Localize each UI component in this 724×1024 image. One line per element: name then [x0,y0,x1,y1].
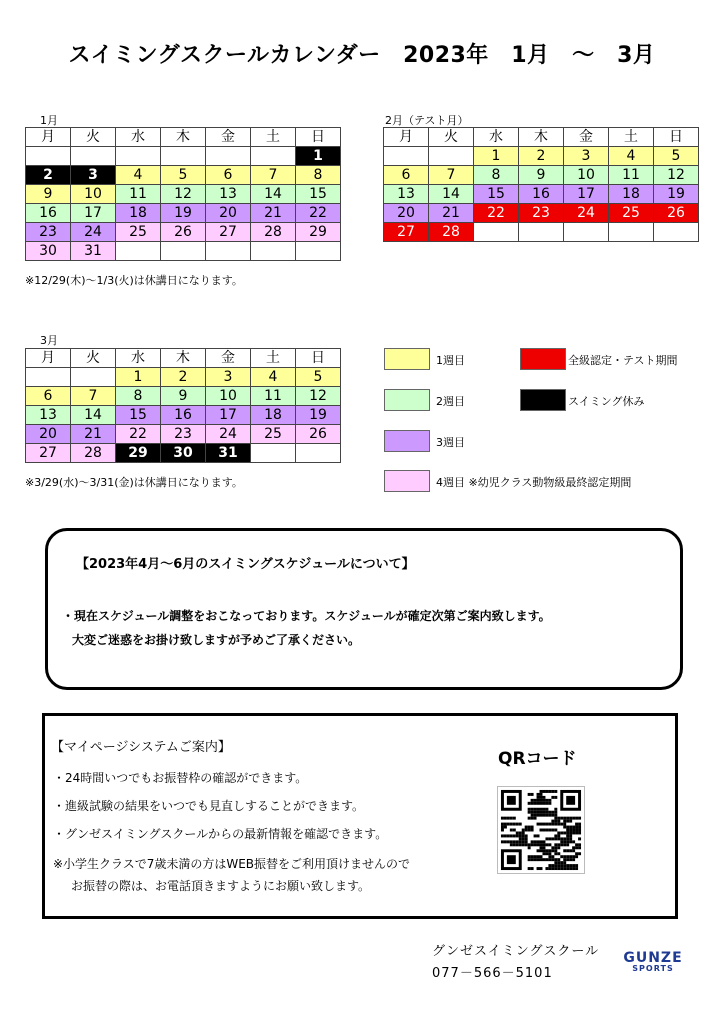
day-cell: 30 [26,242,71,261]
day-cell: 3 [564,147,609,166]
empty-cell [116,147,161,166]
week-row [384,166,699,185]
day-cell: 31 [206,444,251,463]
empty-cell [251,444,296,463]
week-row [26,147,341,166]
qr-code-graphic [498,787,584,873]
mar-note: ※3/29(水)～3/31(金)は休講日になります。 [25,476,243,489]
weekday-header: 月 [26,349,71,368]
day-cell: 28 [71,444,116,463]
day-cell: 10 [564,166,609,185]
weekday-header: 日 [296,128,341,147]
day-cell: 17 [206,406,251,425]
day-cell: 23 [26,223,71,242]
day-cell: 23 [519,204,564,223]
weekday-header: 土 [251,349,296,368]
weekday-header-row [26,128,341,147]
day-cell: 6 [384,166,429,185]
weekday-header: 日 [296,349,341,368]
schedule-line1: ・現在スケジュール調整をおこなっております。スケジュールが確定次第ご案内致します。 [62,609,551,623]
day-cell: 27 [206,223,251,242]
day-cell: 10 [206,387,251,406]
day-cell: 17 [564,185,609,204]
day-cell: 27 [26,444,71,463]
empty-cell [564,223,609,242]
day-cell: 9 [161,387,206,406]
week-row [384,223,699,242]
page-title: スイミングスクールカレンダー 2023年 1月 ～ 3月 [68,43,656,68]
day-cell: 4 [251,368,296,387]
legend-swatch-week3 [384,430,430,452]
empty-cell [26,147,71,166]
mypage-heading: 【マイページシステムご案内】 [51,740,231,755]
day-cell: 7 [429,166,474,185]
weekday-header: 木 [161,128,206,147]
calendar-march [25,348,341,463]
day-cell: 5 [654,147,699,166]
week-row [384,185,699,204]
legend-swatch-week1 [384,348,430,370]
empty-cell [654,223,699,242]
day-cell: 29 [116,444,161,463]
day-cell: 7 [251,166,296,185]
week-row [26,242,341,261]
weekday-header-row [26,349,341,368]
empty-cell [609,223,654,242]
day-cell: 19 [654,185,699,204]
mypage-item-3: ・グンゼスイミングスクールからの最新情報を確認できます。 [53,827,388,841]
day-cell: 1 [116,368,161,387]
day-cell: 21 [71,425,116,444]
day-cell: 12 [654,166,699,185]
day-cell: 1 [296,147,341,166]
day-cell: 14 [71,406,116,425]
weekday-header: 火 [429,128,474,147]
phone-number: 077－566－5101 [432,966,553,981]
day-cell: 11 [609,166,654,185]
day-cell: 19 [161,204,206,223]
empty-cell [26,368,71,387]
mypage-item-1: ・24時間いつでもお振替枠の確認ができます。 [53,771,308,785]
schedule-heading: 【2023年4月～6月のスイミングスケジュールについて】 [76,557,415,572]
day-cell: 3 [71,166,116,185]
day-cell: 4 [609,147,654,166]
day-cell: 11 [116,185,161,204]
day-cell: 8 [296,166,341,185]
weekday-header: 水 [116,349,161,368]
day-cell: 29 [296,223,341,242]
week-row [26,204,341,223]
day-cell: 26 [161,223,206,242]
day-cell: 24 [206,425,251,444]
day-cell: 9 [519,166,564,185]
week-row [26,444,341,463]
week-row [26,223,341,242]
day-cell: 15 [116,406,161,425]
calendar-february [383,127,699,242]
feb-label: 2月（テスト月） [385,114,469,127]
week-row [384,147,699,166]
legend-swatch-week2 [384,389,430,411]
day-cell: 5 [161,166,206,185]
day-cell: 22 [116,425,161,444]
empty-cell [251,147,296,166]
day-cell: 30 [161,444,206,463]
empty-cell [116,242,161,261]
day-cell: 13 [206,185,251,204]
empty-cell [251,242,296,261]
day-cell: 24 [564,204,609,223]
qr-title: QRコード [498,749,577,769]
legend-swatch-off [520,389,566,411]
day-cell: 4 [116,166,161,185]
legend-label-week1: 1週目 [436,354,465,367]
day-cell: 9 [26,185,71,204]
day-cell: 26 [654,204,699,223]
day-cell: 31 [71,242,116,261]
mypage-note-2: お振替の際は、お電話頂きますようにお願い致します。 [71,879,371,893]
empty-cell [161,147,206,166]
empty-cell [71,368,116,387]
day-cell: 13 [384,185,429,204]
empty-cell [384,147,429,166]
weekday-header: 水 [116,128,161,147]
jan-note: ※12/29(木)～1/3(火)は休講日になります。 [25,274,243,287]
school-name: グンゼスイミングスクール [432,944,600,959]
jan-label: 1月 [40,114,58,127]
empty-cell [296,242,341,261]
logo-main-text: GUNZE [623,950,683,966]
weekday-header: 金 [564,128,609,147]
day-cell: 14 [429,185,474,204]
day-cell: 18 [116,204,161,223]
legend-label-off: スイミング休み [568,395,645,408]
day-cell: 23 [161,425,206,444]
day-cell: 3 [206,368,251,387]
weekday-header: 火 [71,128,116,147]
day-cell: 25 [251,425,296,444]
schedule-line2: 大変ご迷惑をお掛け致しますが予めご了承ください。 [72,633,361,647]
empty-cell [161,242,206,261]
weekday-header: 水 [474,128,519,147]
weekday-header: 金 [206,128,251,147]
week-row [384,204,699,223]
schedule-notice-panel [45,528,683,690]
mypage-note-1: ※小学生クラスで7歳未満の方はWEB振替をご利用頂けませんので [53,857,411,871]
week-row [26,368,341,387]
day-cell: 20 [384,204,429,223]
day-cell: 25 [116,223,161,242]
day-cell: 27 [384,223,429,242]
empty-cell [519,223,564,242]
week-row [26,406,341,425]
week-row [26,166,341,185]
legend-swatch-week4 [384,470,430,492]
day-cell: 12 [296,387,341,406]
mypage-item-2: ・進級試験の結果をいつでも見直しすることができます。 [53,799,365,813]
mar-label: 3月 [40,334,58,347]
logo-sub-text: SPORTS [632,964,674,973]
day-cell: 8 [116,387,161,406]
day-cell: 24 [71,223,116,242]
legend-label-test: 全級認定・テスト期間 [568,354,678,367]
gunze-sports-logo [618,950,688,973]
weekday-header: 木 [519,128,564,147]
day-cell: 17 [71,204,116,223]
week-row [26,387,341,406]
day-cell: 22 [296,204,341,223]
day-cell: 2 [161,368,206,387]
day-cell: 20 [206,204,251,223]
qr-code-icon[interactable] [497,786,585,874]
day-cell: 18 [609,185,654,204]
weekday-header: 金 [206,349,251,368]
empty-cell [474,223,519,242]
weekday-header-row [384,128,699,147]
day-cell: 6 [26,387,71,406]
day-cell: 2 [519,147,564,166]
day-cell: 18 [251,406,296,425]
weekday-header: 日 [654,128,699,147]
day-cell: 21 [429,204,474,223]
empty-cell [206,242,251,261]
day-cell: 16 [26,204,71,223]
day-cell: 8 [474,166,519,185]
day-cell: 28 [251,223,296,242]
day-cell: 6 [206,166,251,185]
day-cell: 21 [251,204,296,223]
day-cell: 15 [474,185,519,204]
legend-label-week3: 3週目 [436,436,465,449]
empty-cell [206,147,251,166]
day-cell: 16 [519,185,564,204]
day-cell: 7 [71,387,116,406]
legend-label-week2: 2週目 [436,395,465,408]
legend-label-week4: 4週目 ※幼児クラス動物級最終認定期間 [436,476,632,489]
weekday-header: 月 [384,128,429,147]
day-cell: 22 [474,204,519,223]
weekday-header: 木 [161,349,206,368]
empty-cell [296,444,341,463]
weekday-header: 土 [609,128,654,147]
day-cell: 2 [26,166,71,185]
day-cell: 15 [296,185,341,204]
week-row [26,425,341,444]
day-cell: 5 [296,368,341,387]
day-cell: 14 [251,185,296,204]
weekday-header: 土 [251,128,296,147]
empty-cell [429,147,474,166]
day-cell: 26 [296,425,341,444]
week-row [26,185,341,204]
day-cell: 16 [161,406,206,425]
weekday-header: 月 [26,128,71,147]
calendar-january [25,127,341,261]
day-cell: 28 [429,223,474,242]
day-cell: 13 [26,406,71,425]
empty-cell [71,147,116,166]
day-cell: 11 [251,387,296,406]
day-cell: 1 [474,147,519,166]
day-cell: 20 [26,425,71,444]
day-cell: 12 [161,185,206,204]
day-cell: 25 [609,204,654,223]
weekday-header: 火 [71,349,116,368]
day-cell: 19 [296,406,341,425]
legend-swatch-test [520,348,566,370]
day-cell: 10 [71,185,116,204]
